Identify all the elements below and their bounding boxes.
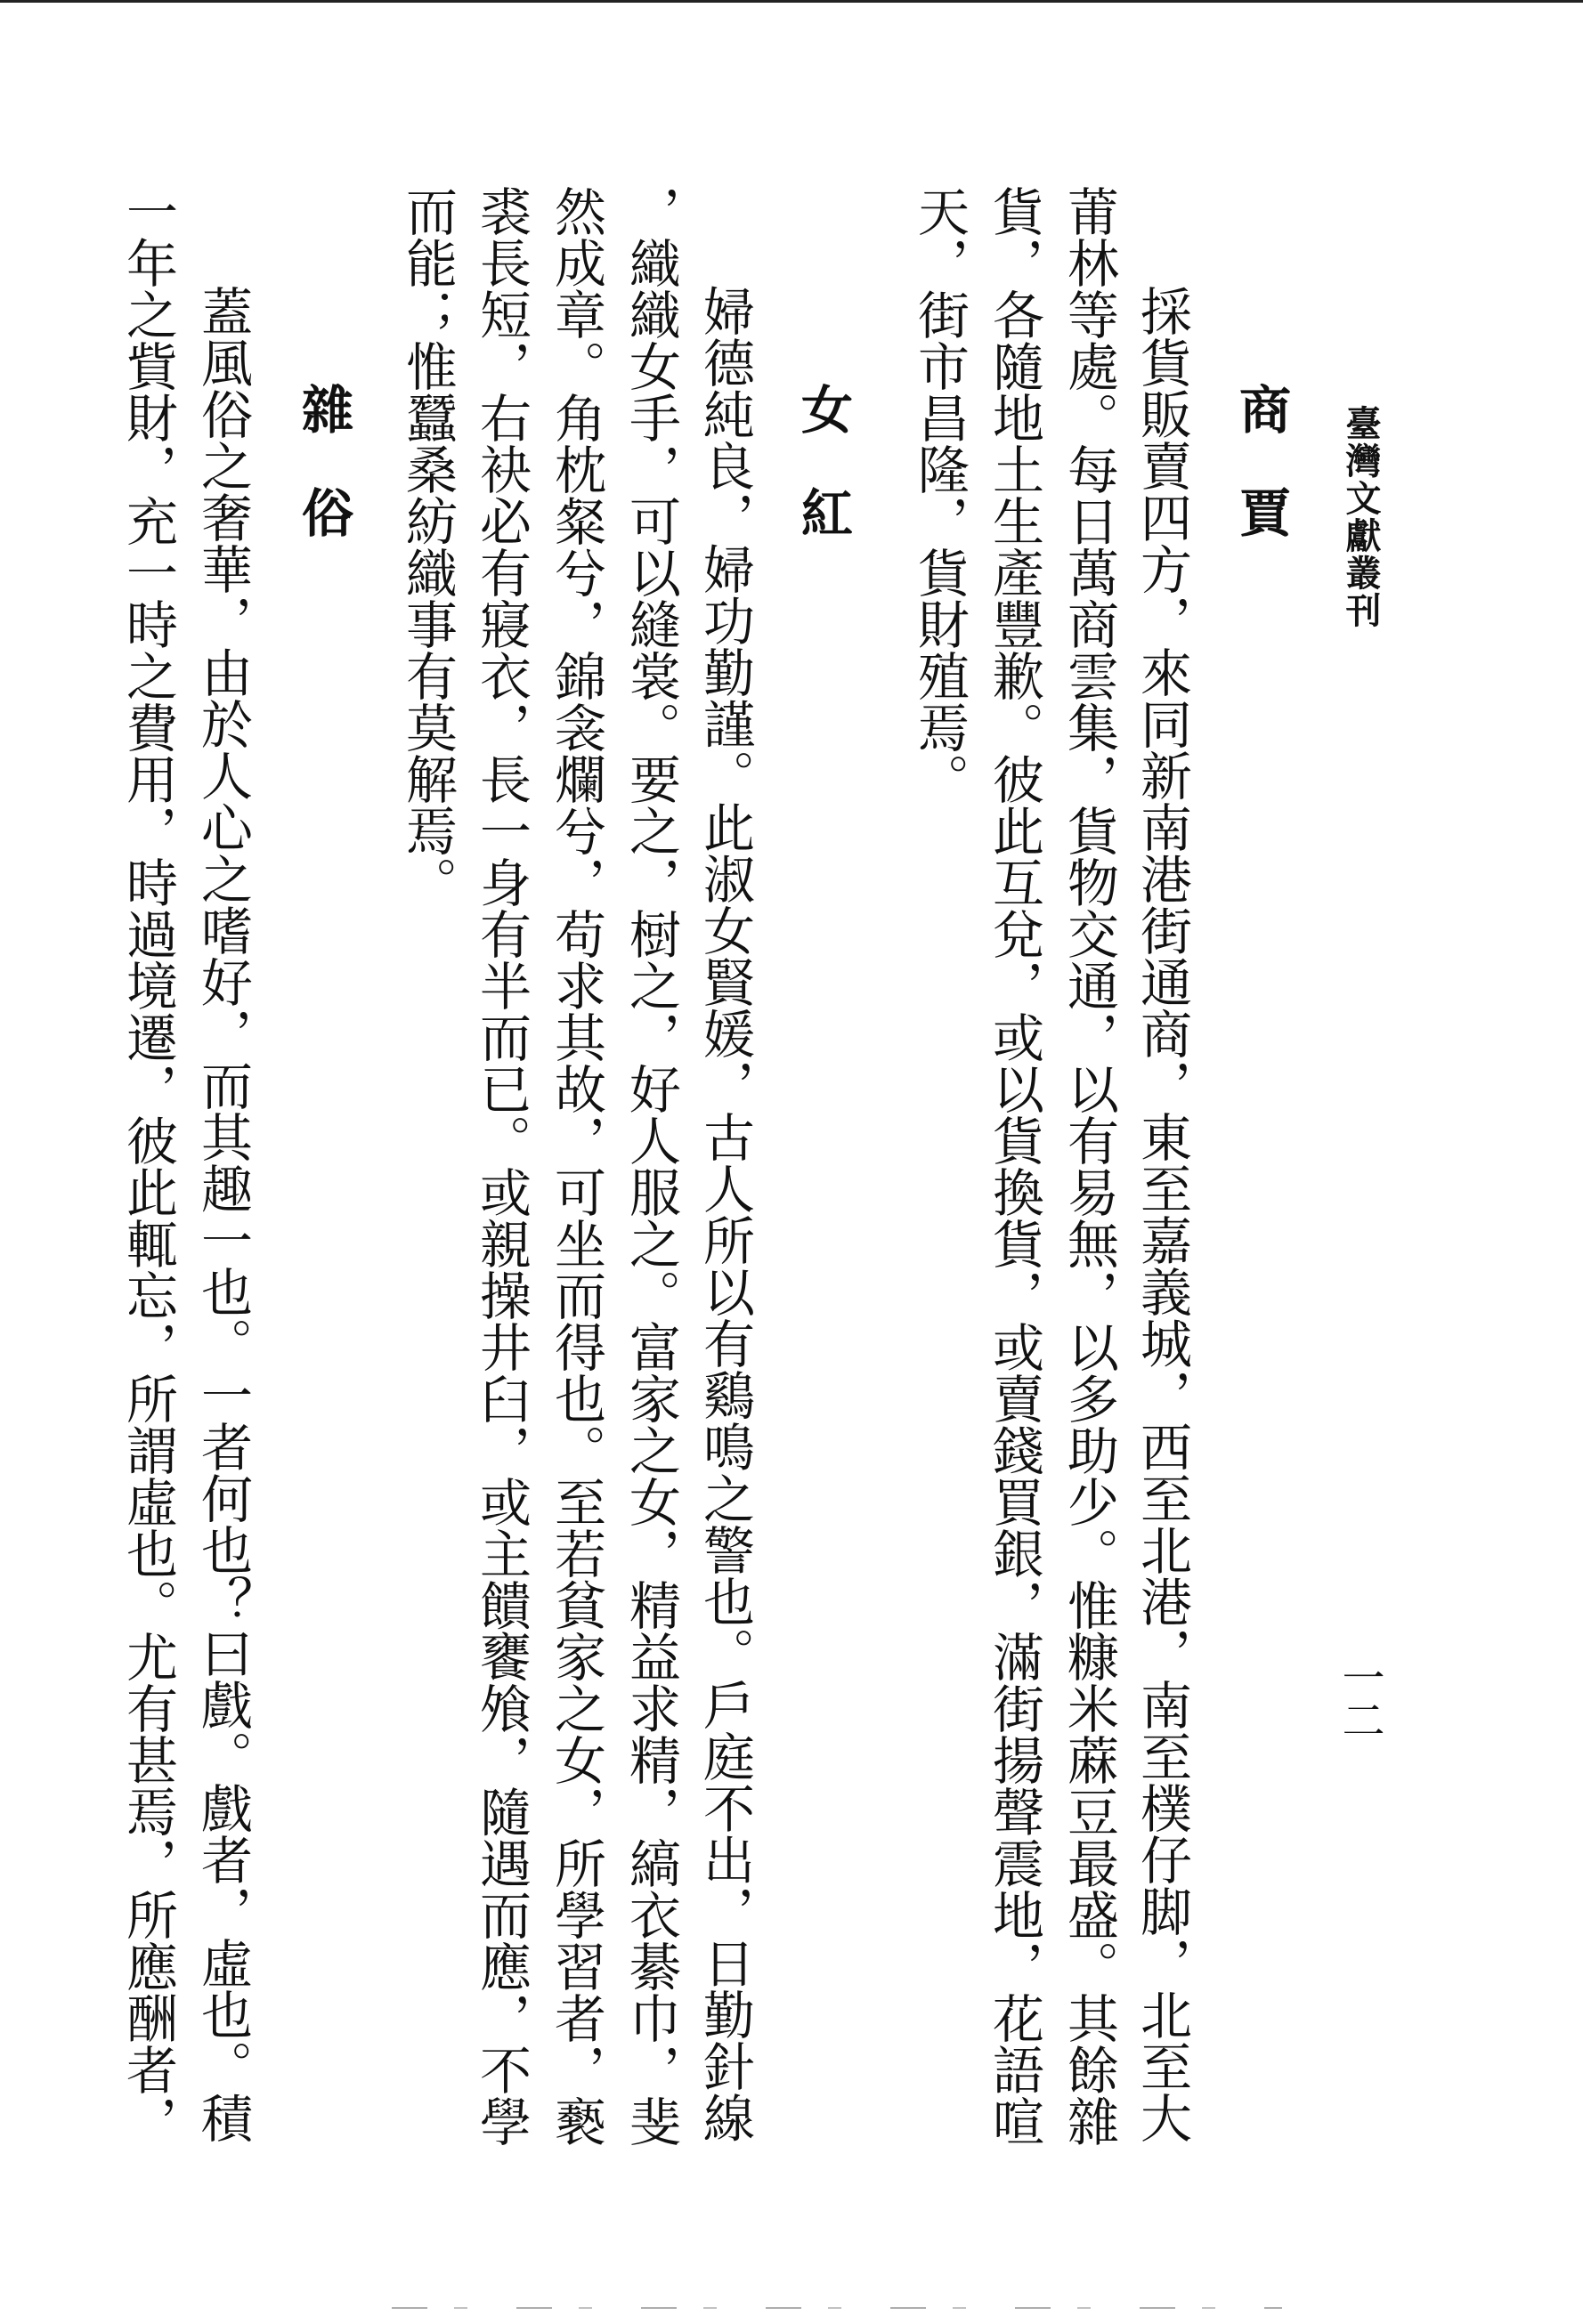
section-heading-customs: 雜俗: [293, 383, 353, 589]
text-column: 天，街市昌隆，貨財殖焉。: [909, 185, 970, 805]
text-column: 採貨販賣四方，來同新南港街通商，東至嘉義城，西至北港，南至樸仔脚，北至大: [1132, 285, 1192, 2143]
text-column: ，織織女手，可以縫裳。要之，𣗳之，好人服之。富家之女，精益求精，縞衣綦巾，斐: [621, 185, 681, 2147]
text-column: 貨，各隨地土生產豐歉。彼此互兌，或以貨換貨，或賣錢買銀，滿街揚聲震地，花語喧: [984, 185, 1044, 2147]
text-column: 婦德純良，婦功勤謹。此淑女賢媛，古人所以有鷄鳴之警也。戶庭不出，日勤針線: [694, 285, 755, 2143]
text-column: 蓋風俗之奢華，由於人心之嗜好，而其趣一也。一者何也？曰戲。戲者，虛也。積: [192, 285, 253, 2143]
book-title: 臺灣文獻叢刊: [1340, 405, 1382, 629]
text-column: 而能；惟蠶桑紡織事有莫解焉。: [397, 185, 458, 908]
top-border-rule: [0, 0, 1583, 3]
section-heading-needlework: 女紅: [792, 383, 853, 589]
text-column: 然成章。角枕粲兮，錦衾爛兮，苟求其故，可坐而得也。至若貧家之女，所學習者，褻: [546, 185, 606, 2147]
text-column: 莆林等處。每日萬商雲集，貨物交通，以有易無，以多助少。惟糠米蔴豆最盛。其餘雜: [1059, 185, 1119, 2147]
text-column: 裘長短，右袂必有寢衣，長一身有半而已。或親操井臼，或主饋饔飧，隨遇而應，不學: [471, 185, 532, 2147]
section-heading-commerce: 商賈: [1230, 383, 1291, 589]
text-column: 一年之貲財，充一時之費用，時過境遷，彼此輒忘，所謂虛也。尤有甚焉，所應酬者，: [118, 185, 178, 2147]
scan-artifact-line: [392, 2307, 1282, 2309]
page-number: 一二: [1335, 1656, 1384, 1741]
